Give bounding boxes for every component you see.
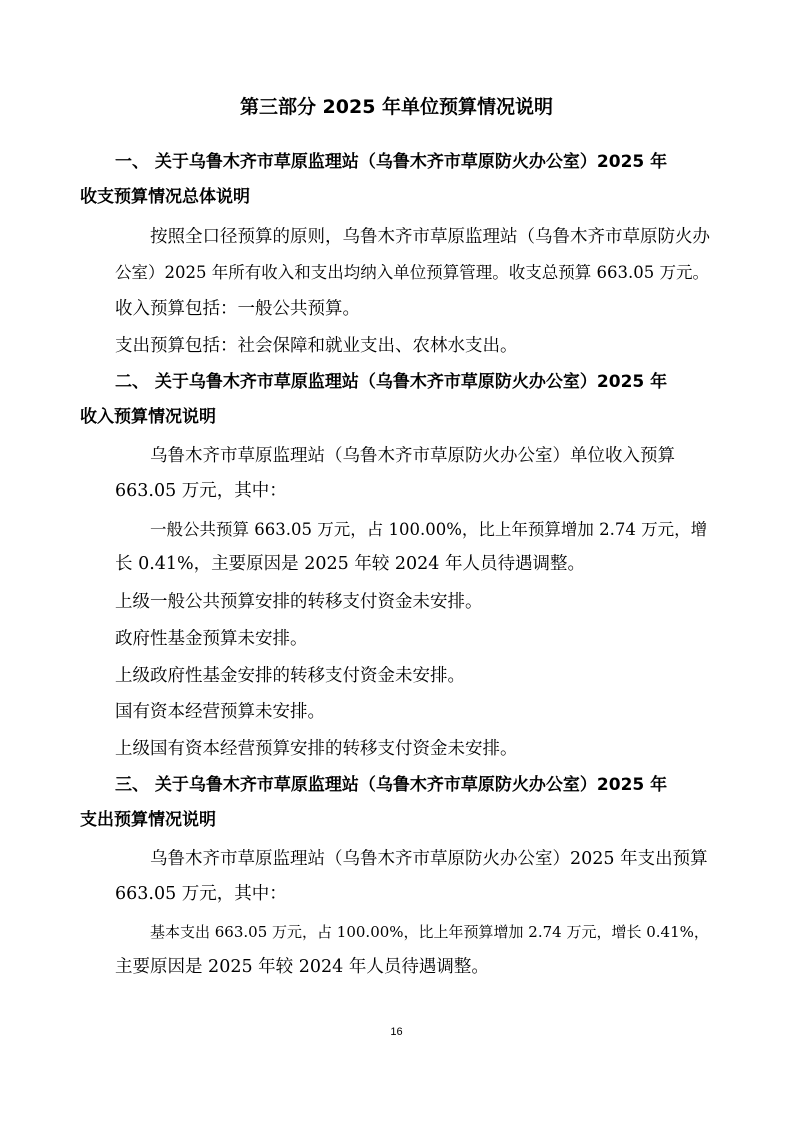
text-line: 663.05 万元，其中： xyxy=(115,481,287,501)
heading-line: 收入预算情况说明 xyxy=(80,407,216,427)
paragraph xyxy=(80,732,712,767)
paragraph xyxy=(80,585,712,620)
paragraph xyxy=(80,292,712,327)
paragraph xyxy=(80,659,712,694)
text-line: 上级一般公共预算安排的转移支付资金未安排。 xyxy=(115,592,483,612)
text-line: 政府性基金预算未安排。 xyxy=(115,629,308,649)
text-line: 基本支出 663.05 万元，占 100.00%，比上年预算增加 2.74 万元，增长 0.41%， xyxy=(150,923,709,941)
page-title: 第三部分 2025 年单位预算情况说明 xyxy=(239,96,554,118)
text-line: 主要原因是 2025 年较 2024 年人员待遇调整。 xyxy=(115,957,489,977)
text-line: 乌鲁木齐市草原监理站（乌鲁木齐市草原防火办公室）2025 年支出预算 xyxy=(150,849,708,869)
heading-line: 支出预算情况说明 xyxy=(80,810,216,830)
paragraph xyxy=(80,842,712,912)
paragraph xyxy=(80,695,712,730)
section-heading-3 xyxy=(80,768,712,838)
text-line: 上级国有资本经营预算安排的转移支付资金未安排。 xyxy=(115,739,518,759)
text-line: 一般公共预算 663.05 万元，占 100.00%，比上年预算增加 2.74 万元，增 xyxy=(150,520,708,539)
text-line: 上级政府性基金安排的转移支付资金未安排。 xyxy=(115,666,465,686)
paragraph xyxy=(80,439,712,509)
heading-line: 收支预算情况总体说明 xyxy=(80,187,250,207)
text-line: 国有资本经营预算未安排。 xyxy=(115,702,325,722)
paragraph xyxy=(80,622,712,657)
text-line: 收入预算包括：一般公共预算。 xyxy=(115,299,360,319)
heading-line: 二、 关于乌鲁木齐市草原监理站（乌鲁木齐市草原防火办公室）2025 年 xyxy=(115,372,668,392)
paragraph xyxy=(80,915,712,985)
text-line: 公室）2025 年所有收入和支出均纳入单位预算管理。收支总预算 663.05 万元。 xyxy=(115,263,709,282)
text-line: 长 0.41%，主要原因是 2025 年较 2024 年人员待遇调整。 xyxy=(115,554,585,574)
heading-line: 三、 关于乌鲁木齐市草原监理站（乌鲁木齐市草原防火办公室）2025 年 xyxy=(115,775,668,795)
paragraph xyxy=(80,220,712,290)
heading-line: 一、 关于乌鲁木齐市草原监理站（乌鲁木齐市草原防火办公室）2025 年 xyxy=(115,152,668,172)
paragraph xyxy=(80,512,712,582)
page-number: 16 xyxy=(390,1026,403,1038)
section-heading-1 xyxy=(80,145,712,215)
text-line: 支出预算包括：社会保障和就业支出、农林水支出。 xyxy=(115,336,518,356)
paragraph xyxy=(80,329,712,364)
text-line: 乌鲁木齐市草原监理站（乌鲁木齐市草原防火办公室）单位收入预算 xyxy=(150,446,675,466)
text-line: 按照全口径预算的原则，乌鲁木齐市草原监理站（乌鲁木齐市草原防火办 xyxy=(150,227,710,247)
section-heading-2 xyxy=(80,365,712,435)
text-line: 663.05 万元，其中： xyxy=(115,884,287,904)
